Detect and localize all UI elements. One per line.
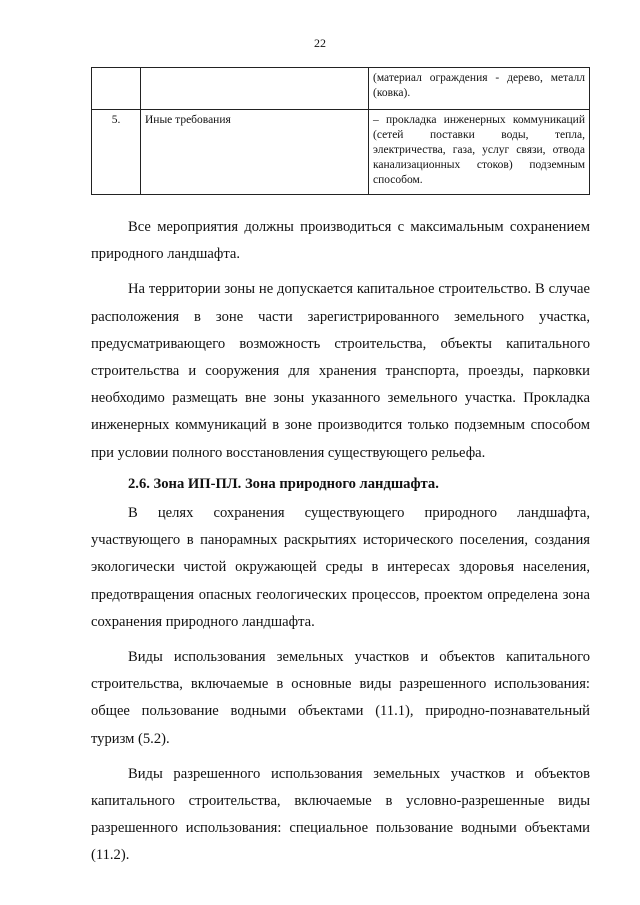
row-name-cell: Иные требования [141, 110, 369, 195]
paragraph-landscape-preservation: Все мероприятия должны производиться с максимальным сохранением природного ландшафта. [91, 219, 590, 263]
paragraph-conditional-uses: Виды разрешенного использования земельных участков и объектов капитального строительства, включаемые в условно-разрешенные виды разрешенного использования: специальное пользование водными объектами (11.2). [91, 765, 590, 864]
section-heading: 2.6. Зона ИП-ПЛ. Зона природного ландшафта. [128, 476, 439, 492]
row-description-cell: (материал ограждения - дерево, металл (ковка). [369, 68, 590, 110]
paragraph-zone-purpose: В целях сохранения существующего природного ландшафта, участвующего в панорамных раскрытиях исторического поселения, создания экологически чистой окружающей среды в интересах здоровья населения, предотвращения опасных геологических процессов, проектом определена зона сохранения природного ландшафта. [91, 505, 590, 630]
paragraph-main-uses: Виды использования земельных участков и объектов капитального строительства, включаемые в основные виды разрешенного использования: общее пользование водными объектами (11.1), природно-познавательный туризм (5.2). [91, 649, 590, 747]
paragraph-construction-restrictions: На территории зоны не допускается капитальное строительство. В случае расположения в зоне части зарегистрированного земельного участка, предусматривающего возможность строительства, объекты капитального строительства и сооружения для хранения транспорта, проезды, парковки необходимо размещать вне зоны указанного земельного участка. Прокладка инженерных коммуникаций в зоне производится только подземным способом при условии полного восстановления существующего рельефа. [91, 281, 590, 461]
row-number-cell: 5. [92, 110, 141, 195]
table-row [92, 68, 590, 110]
zone-text-block [91, 500, 590, 870]
table-row [92, 110, 590, 195]
row-name-cell [141, 68, 369, 110]
requirements-table [91, 67, 590, 195]
page-number: 22 [314, 36, 326, 50]
row-number-cell [92, 68, 141, 110]
section-text-block [91, 214, 590, 467]
row-description-cell: – прокладка инженерных коммуникаций (сетей поставки воды, тепла, электричества, газа, услуг связи, отвода канализационных стоков) подземным способом. [369, 110, 590, 195]
